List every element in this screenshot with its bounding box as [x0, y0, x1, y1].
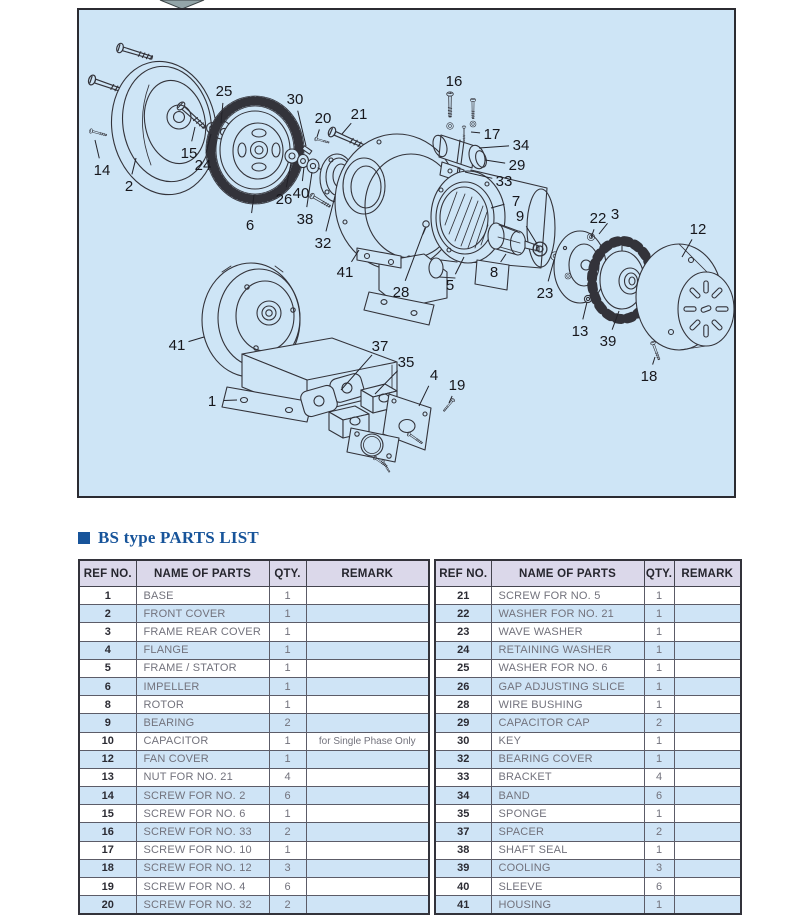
cell-qty: 2	[269, 896, 306, 915]
cell-remark: for Single Phase Only	[306, 732, 429, 750]
table-row	[435, 696, 741, 714]
table-row	[79, 859, 429, 877]
cell-remark	[306, 641, 429, 659]
leader-line	[548, 260, 554, 281]
cell-qty: 1	[644, 841, 674, 859]
part-number-label: 35	[397, 354, 415, 371]
cell-ref: 33	[435, 768, 491, 786]
cell-name: SCREW FOR NO. 2	[136, 787, 269, 805]
cell-qty: 1	[644, 805, 674, 823]
cell-qty: 1	[644, 605, 674, 623]
table-row	[435, 750, 741, 768]
cell-qty: 1	[644, 750, 674, 768]
cell-remark	[674, 587, 741, 605]
table-row	[435, 805, 741, 823]
exploded-parts-diagram	[77, 8, 736, 498]
table-row	[435, 659, 741, 677]
table-row	[435, 605, 741, 623]
part-number-label: 26	[275, 191, 293, 208]
part-number-label: 17	[483, 126, 501, 143]
parts-table-left	[78, 559, 430, 915]
cell-qty: 1	[644, 696, 674, 714]
cell-remark	[306, 805, 429, 823]
cell-ref: 21	[435, 587, 491, 605]
leader-line	[326, 196, 335, 231]
cell-name: NUT FOR NO. 21	[136, 768, 269, 786]
cell-qty: 2	[269, 823, 306, 841]
cell-name: FLANGE	[136, 641, 269, 659]
cell-name: SLEEVE	[491, 878, 644, 896]
front-cover-part	[101, 53, 227, 203]
leader-line	[342, 123, 351, 134]
screws-16-17	[447, 92, 476, 141]
part-number-label: 3	[610, 206, 620, 223]
cell-remark	[306, 605, 429, 623]
part-number-label: 29	[508, 157, 526, 174]
cell-qty: 1	[644, 677, 674, 695]
leader-line	[302, 167, 304, 181]
part-number-label: 12	[689, 221, 707, 238]
table-row	[79, 714, 429, 732]
cell-name: WASHER FOR NO. 21	[491, 605, 644, 623]
part-number-label: 32	[314, 235, 332, 252]
cell-ref: 39	[435, 859, 491, 877]
cell-name: WIRE BUSHING	[491, 696, 644, 714]
cell-remark	[306, 768, 429, 786]
cell-ref: 10	[79, 732, 136, 750]
table-row	[79, 787, 429, 805]
cell-remark	[306, 659, 429, 677]
cell-qty: 2	[644, 714, 674, 732]
cell-name: WASHER FOR NO. 6	[491, 659, 644, 677]
table-row	[79, 896, 429, 915]
cell-ref: 24	[435, 641, 491, 659]
part-number-label: 16	[445, 73, 463, 90]
cell-ref: 28	[435, 696, 491, 714]
cell-qty: 4	[644, 768, 674, 786]
leader-line	[653, 357, 655, 365]
cell-ref: 14	[79, 787, 136, 805]
cell-remark	[674, 696, 741, 714]
cell-ref: 22	[435, 605, 491, 623]
cell-qty: 2	[644, 823, 674, 841]
cell-remark	[674, 859, 741, 877]
cell-ref: 18	[79, 859, 136, 877]
cell-name: FRAME REAR COVER	[136, 623, 269, 641]
cell-ref: 16	[79, 823, 136, 841]
cell-qty: 1	[269, 677, 306, 695]
cell-ref: 4	[79, 641, 136, 659]
part-number-label: 41	[336, 264, 354, 281]
cell-remark	[306, 823, 429, 841]
col-remark: REMARK	[306, 560, 429, 587]
leader-line	[583, 302, 587, 319]
table-row	[79, 878, 429, 896]
part-number-label: 20	[314, 110, 332, 127]
table-row	[79, 605, 429, 623]
table-header-row	[79, 560, 429, 587]
part-number-label: 2	[124, 178, 134, 195]
cell-name: SCREW FOR NO. 10	[136, 841, 269, 859]
cell-qty: 6	[269, 787, 306, 805]
cell-remark	[674, 805, 741, 823]
table-row	[435, 896, 741, 915]
cell-ref: 6	[79, 677, 136, 695]
cell-ref: 34	[435, 787, 491, 805]
cell-remark	[674, 641, 741, 659]
part-number-label: 18	[640, 368, 658, 385]
table-row	[79, 623, 429, 641]
cell-name: SCREW FOR NO. 32	[136, 896, 269, 915]
part-number-label: 38	[296, 211, 314, 228]
table-row	[79, 823, 429, 841]
cell-remark	[674, 878, 741, 896]
part-number-label: 21	[350, 106, 368, 123]
cell-ref: 37	[435, 823, 491, 841]
part-number-label: 9	[515, 208, 525, 225]
part-number-label: 24	[194, 157, 212, 174]
cell-ref: 1	[79, 587, 136, 605]
part-number-label: 39	[599, 333, 617, 350]
cell-qty: 1	[269, 841, 306, 859]
table-row	[435, 878, 741, 896]
cell-remark	[306, 878, 429, 896]
table-row	[79, 768, 429, 786]
cell-name: BRACKET	[491, 768, 644, 786]
part-number-label: 15	[180, 145, 198, 162]
part-number-label: 6	[245, 217, 255, 234]
col-ref-no: REF NO.	[435, 560, 491, 587]
table-row	[435, 714, 741, 732]
cell-name: SHAFT SEAL	[491, 841, 644, 859]
cell-ref: 5	[79, 659, 136, 677]
cell-name: SPONGE	[491, 805, 644, 823]
cell-qty: 1	[644, 641, 674, 659]
cell-qty: 6	[644, 878, 674, 896]
leader-line	[419, 386, 429, 406]
cell-remark	[306, 677, 429, 695]
cell-name: FRAME / STATOR	[136, 659, 269, 677]
cell-qty: 1	[269, 805, 306, 823]
part-number-label: 4	[429, 367, 439, 384]
cell-name: FAN COVER	[136, 750, 269, 768]
cell-ref: 8	[79, 696, 136, 714]
col-name-of-parts: NAME OF PARTS	[491, 560, 644, 587]
cell-remark	[306, 859, 429, 877]
cell-qty: 4	[269, 768, 306, 786]
cell-ref: 12	[79, 750, 136, 768]
cell-qty: 3	[269, 859, 306, 877]
col-ref-no: REF NO.	[79, 560, 136, 587]
cell-name: WAVE WASHER	[491, 623, 644, 641]
cell-ref: 41	[435, 896, 491, 915]
fan-cover-part	[636, 244, 734, 350]
cell-ref: 2	[79, 605, 136, 623]
parts-list-heading	[78, 527, 259, 549]
cell-remark	[674, 768, 741, 786]
cell-ref: 3	[79, 623, 136, 641]
table-row	[435, 841, 741, 859]
cell-qty: 1	[644, 623, 674, 641]
leader-line	[485, 160, 505, 163]
cell-name: SCREW FOR NO. 33	[136, 823, 269, 841]
table-row	[435, 641, 741, 659]
col-remark: REMARK	[674, 560, 741, 587]
cell-remark	[306, 623, 429, 641]
cell-qty: 1	[644, 587, 674, 605]
col-name-of-parts: NAME OF PARTS	[136, 560, 269, 587]
screw-20	[314, 137, 329, 145]
cell-qty: 1	[269, 659, 306, 677]
cell-ref: 26	[435, 677, 491, 695]
cell-remark	[306, 587, 429, 605]
part-number-label: 30	[286, 91, 304, 108]
part-number-label: 13	[571, 323, 589, 340]
table-row	[79, 659, 429, 677]
cell-name: KEY	[491, 732, 644, 750]
table-row	[435, 859, 741, 877]
cell-name: CAPACITOR	[136, 732, 269, 750]
table-row	[435, 768, 741, 786]
part-number-label: 14	[93, 162, 111, 179]
cell-remark	[674, 750, 741, 768]
diagram-svg	[79, 10, 734, 496]
cell-name: BEARING	[136, 714, 269, 732]
part-number-label: 33	[495, 173, 513, 190]
leader-line	[471, 132, 480, 133]
part-number-label: 34	[512, 137, 530, 154]
part-number-label: 5	[445, 277, 455, 294]
table-row	[79, 732, 429, 750]
cell-remark	[674, 623, 741, 641]
cell-qty: 3	[644, 859, 674, 877]
cell-ref: 9	[79, 714, 136, 732]
cell-name: GAP ADJUSTING SLICE	[491, 677, 644, 695]
leader-line	[317, 129, 319, 137]
table-header-row	[435, 560, 741, 587]
table-row	[79, 696, 429, 714]
table-row	[79, 641, 429, 659]
part-number-label: 22	[589, 210, 607, 227]
table-row	[79, 841, 429, 859]
cell-qty: 1	[644, 732, 674, 750]
cell-ref: 15	[79, 805, 136, 823]
cell-ref: 20	[79, 896, 136, 915]
cell-ref: 30	[435, 732, 491, 750]
part-number-label: 19	[448, 377, 466, 394]
cell-qty: 1	[644, 896, 674, 915]
cell-qty: 1	[269, 750, 306, 768]
cell-name: IMPELLER	[136, 677, 269, 695]
part-number-label: 40	[292, 185, 310, 202]
cell-remark	[674, 896, 741, 915]
cell-remark	[674, 714, 741, 732]
cell-name: FRONT COVER	[136, 605, 269, 623]
cell-qty: 1	[269, 623, 306, 641]
cell-qty: 6	[269, 878, 306, 896]
cell-ref: 38	[435, 841, 491, 859]
part-number-label: 37	[371, 338, 389, 355]
cell-name: HOUSING	[491, 896, 644, 915]
cell-ref: 35	[435, 805, 491, 823]
cell-name: SCREW FOR NO. 4	[136, 878, 269, 896]
heading-bullet-icon	[78, 532, 90, 544]
part-number-label: 7	[511, 193, 521, 210]
cell-qty: 1	[269, 641, 306, 659]
cell-name: ROTOR	[136, 696, 269, 714]
cell-remark	[674, 841, 741, 859]
cell-ref: 25	[435, 659, 491, 677]
cell-name: CAPACITOR CAP	[491, 714, 644, 732]
leader-line	[95, 140, 99, 158]
table-row	[435, 587, 741, 605]
cell-remark	[306, 787, 429, 805]
part-number-label: 23	[536, 285, 554, 302]
col-qty: QTY.	[644, 560, 674, 587]
cell-name: COOLING	[491, 859, 644, 877]
cell-ref: 32	[435, 750, 491, 768]
cell-name: BAND	[491, 787, 644, 805]
leader-line	[189, 337, 204, 342]
cell-remark	[306, 841, 429, 859]
cell-remark	[674, 732, 741, 750]
cell-remark	[674, 677, 741, 695]
table-row	[435, 677, 741, 695]
table-row	[435, 787, 741, 805]
cell-qty: 1	[269, 605, 306, 623]
part-number-label: 1	[207, 393, 217, 410]
cell-remark	[306, 696, 429, 714]
cell-remark	[674, 787, 741, 805]
leader-line	[479, 146, 509, 148]
cell-name: SCREW FOR NO. 12	[136, 859, 269, 877]
cell-ref: 13	[79, 768, 136, 786]
cell-name: BASE	[136, 587, 269, 605]
table-row	[435, 732, 741, 750]
cell-name: BEARING COVER	[491, 750, 644, 768]
table-row	[79, 677, 429, 695]
cell-name: SPACER	[491, 823, 644, 841]
cell-qty: 1	[269, 696, 306, 714]
cell-qty: 1	[269, 587, 306, 605]
table-row	[79, 750, 429, 768]
col-qty: QTY.	[269, 560, 306, 587]
cell-remark	[674, 659, 741, 677]
cell-remark	[306, 714, 429, 732]
cell-ref: 29	[435, 714, 491, 732]
cell-qty: 1	[644, 659, 674, 677]
table-row	[79, 805, 429, 823]
cell-name: SCREW FOR NO. 5	[491, 587, 644, 605]
table-row	[435, 623, 741, 641]
cell-ref: 17	[79, 841, 136, 859]
part-number-label: 28	[392, 284, 410, 301]
cell-remark	[674, 823, 741, 841]
leader-line	[224, 400, 237, 401]
part-number-label: 8	[489, 264, 499, 281]
part-number-label: 25	[215, 83, 233, 100]
part-number-label: 41	[168, 337, 186, 354]
table-row	[435, 823, 741, 841]
cell-remark	[674, 605, 741, 623]
cell-remark	[306, 750, 429, 768]
cell-qty: 6	[644, 787, 674, 805]
cell-name: RETAINING WASHER	[491, 641, 644, 659]
heading-text: BS type PARTS LIST	[98, 528, 259, 547]
cell-ref: 19	[79, 878, 136, 896]
cell-remark	[306, 896, 429, 915]
table-row	[79, 587, 429, 605]
cell-qty: 2	[269, 714, 306, 732]
cell-name: SCREW FOR NO. 6	[136, 805, 269, 823]
cell-ref: 23	[435, 623, 491, 641]
parts-table-right	[434, 559, 742, 915]
cell-ref: 40	[435, 878, 491, 896]
cell-qty: 1	[269, 732, 306, 750]
